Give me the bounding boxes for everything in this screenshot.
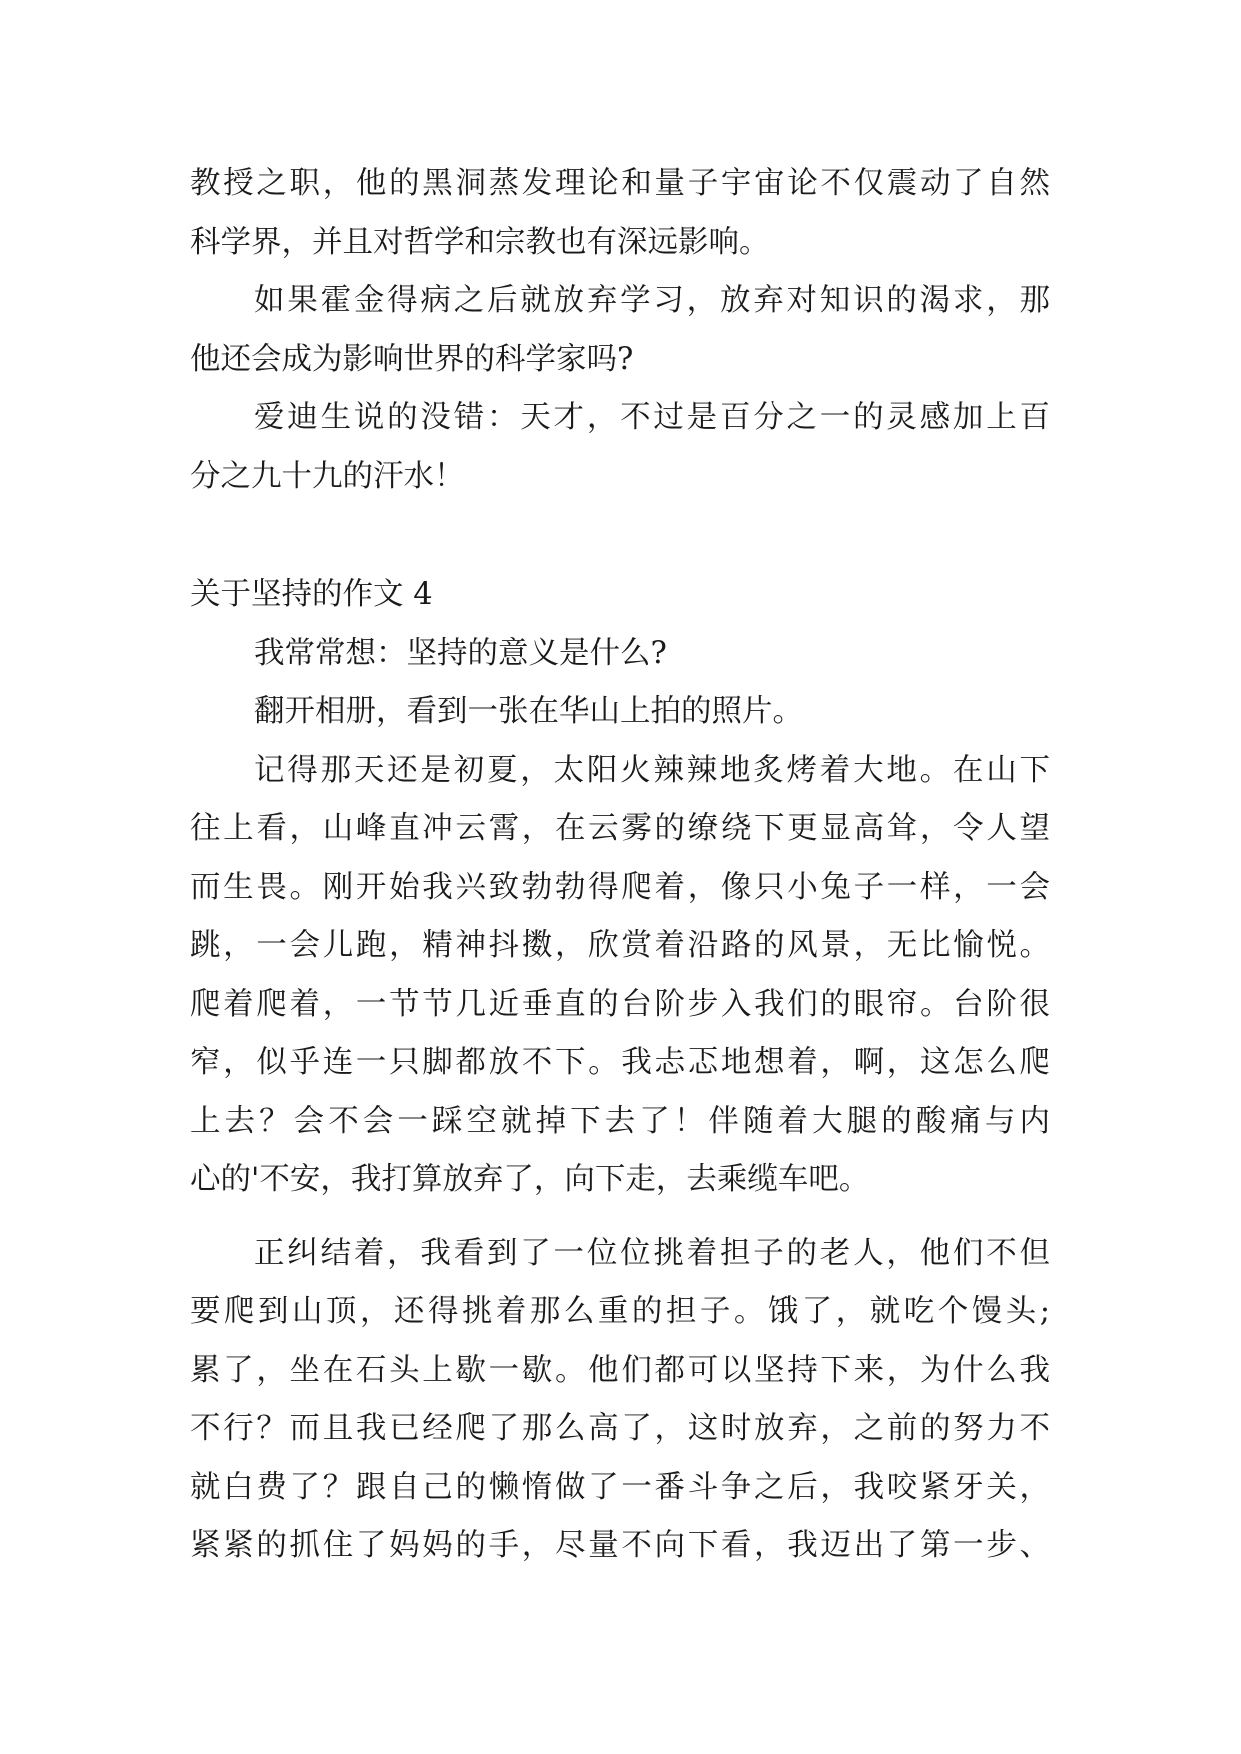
text-line: 跳，一会儿跑，精神抖擞，欣赏着沿路的风景，无比愉悦。 bbox=[190, 928, 1050, 963]
section-gap bbox=[190, 506, 1050, 566]
text-line: 窄，似乎连一只脚都放不下。我忐忑地想着，啊，这怎么爬 bbox=[190, 1045, 1050, 1080]
document-page bbox=[190, 155, 1050, 1576]
text-line: 不行？而且我已经爬了那么高了，这时放弃，之前的努力不 bbox=[190, 1411, 1050, 1446]
text-line: 要爬到山顶，还得挑着那么重的担子。饿了，就吃个馒头; bbox=[190, 1294, 1050, 1329]
text-line: 记得那天还是初夏，太阳火辣辣地炙烤着大地。在山下 bbox=[254, 752, 1050, 788]
text-line: 教授之职，他的黑洞蒸发理论和量子宇宙论不仅震动了自然 bbox=[190, 166, 1050, 201]
text-line: 紧紧的抓住了妈妈的手，尽量不向下看，我迈出了第一步、 bbox=[190, 1528, 1050, 1563]
paragraph bbox=[190, 742, 1050, 1210]
paragraph bbox=[190, 389, 1050, 506]
text-line: 就白费了？跟自己的懒惰做了一番斗争之后，我咬紧牙关， bbox=[190, 1469, 1050, 1505]
text-line: 正纠结着，我看到了一位位挑着担子的老人，他们不但 bbox=[254, 1235, 1050, 1271]
text-line: 分之九十九的汗水！ bbox=[190, 458, 465, 494]
paragraph bbox=[190, 683, 1050, 742]
text-line: 而生畏。刚开始我兴致勃勃得爬着，像只小兔子一样，一会 bbox=[190, 869, 1050, 905]
text-line: 他还会成为影响世界的科学家吗? bbox=[190, 341, 634, 377]
text-line: 爬着爬着，一节节几近垂直的台阶步入我们的眼帘。台阶很 bbox=[190, 986, 1050, 1022]
text-line: 累了，坐在石头上歇一歇。他们都可以坚持下来，为什么我 bbox=[190, 1352, 1050, 1388]
section-title: 关于坚持的作文 4 bbox=[190, 577, 433, 612]
paragraph bbox=[190, 625, 1050, 684]
text-line: 科学界，并且对哲学和宗教也有深远影响。 bbox=[190, 224, 770, 260]
text-line: 心的'不安，我打算放弃了，向下走，去乘缆车吧。 bbox=[190, 1162, 870, 1197]
paragraph bbox=[190, 155, 1050, 272]
paragraph bbox=[190, 272, 1050, 389]
text-line: 往上看，山峰直冲云霄，在云雾的缭绕下更显高耸，令人望 bbox=[190, 811, 1050, 846]
text-line: 翻开相册，看到一张在华山上拍的照片。 bbox=[254, 694, 803, 729]
text-line: 如果霍金得病之后就放弃学习，放弃对知识的渴求，那 bbox=[254, 283, 1050, 318]
paragraph bbox=[190, 1225, 1050, 1576]
text-line: 爱迪生说的没错：天才，不过是百分之一的灵感加上百 bbox=[254, 400, 1050, 435]
text-line: 上去？会不会一踩空就掉下去了！伴随着大腿的酸痛与内 bbox=[190, 1103, 1050, 1139]
text-line: 我常常想：坚持的意义是什么? bbox=[254, 635, 667, 671]
